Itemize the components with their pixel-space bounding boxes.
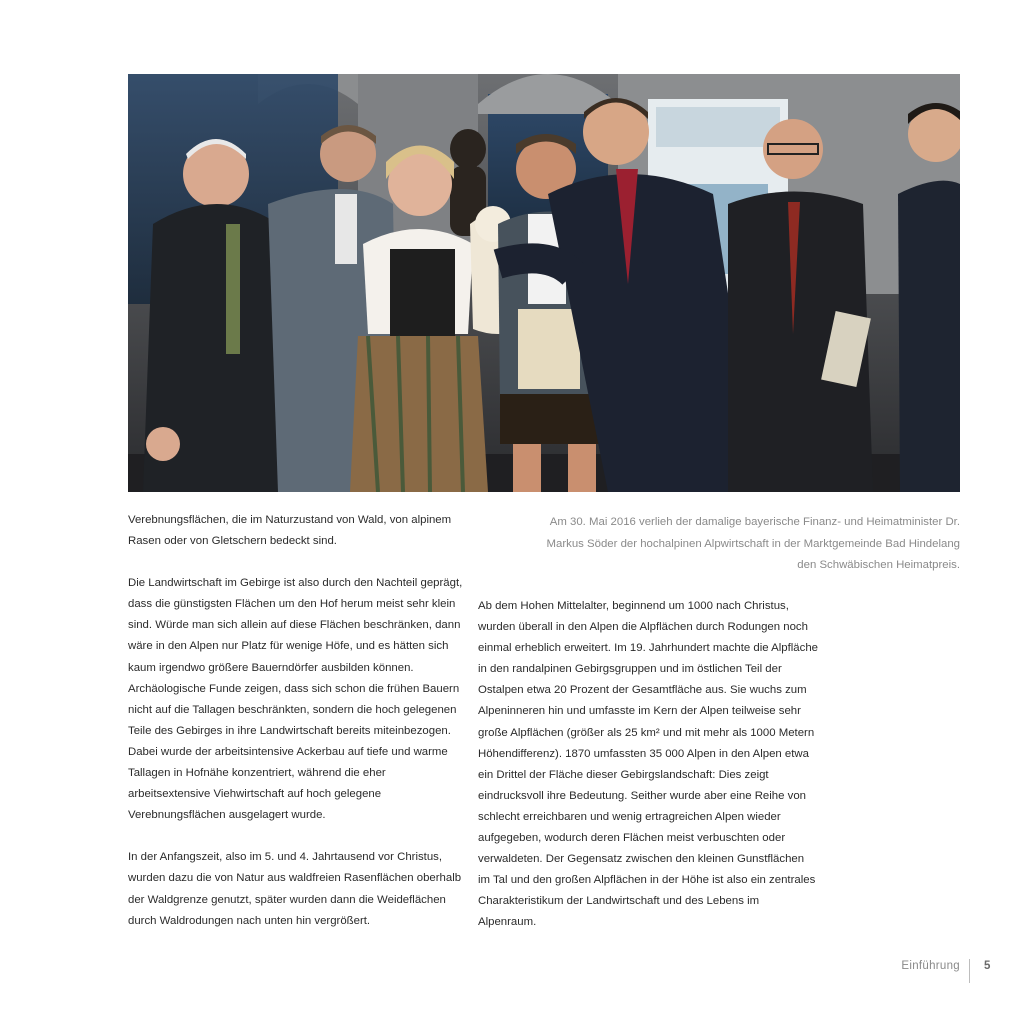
section-label: Einführung <box>901 960 960 972</box>
paragraph: Verebnungsflächen, die im Naturzustand von Wald, von alpinem Rasen oder von Gletschern bedeckt sind. <box>128 514 452 548</box>
award-photo-illustration <box>128 74 960 492</box>
text-column-left <box>128 510 466 932</box>
photo-caption: Am 30. Mai 2016 verlieh der damalige bayerische Finanz- und Heimatminister Dr. Markus Söder der hochalpinen Alpwirtschaft in der Marktgemeinde Bad Hindelang den Schwäbischen Heimatpreis. <box>546 516 960 571</box>
paragraph: In der Anfangszeit, also im 5. und 4. Jahrtausend vor Christus, wurden dazu die von Natur aus waldfreien Rasenflächen oberhalb der Waldgrenze genutzt, später wurden dann die Weideflächen durch Waldrodungen nach unten hin vergrößert. <box>128 851 462 927</box>
award-photo <box>128 74 960 492</box>
footer-divider <box>969 959 970 983</box>
paragraph: Ab dem Hohen Mittelalter, beginnend um 1000 nach Christus, wurden überall in den Alpen die Alpflächen durch Rodungen noch einmal erheblich erweitert. Im 19. Jahrhundert machte die Alpfläche in den randalpinen Gebirgsgruppen und im östlichen Teil der Ostalpen etwa 20 Prozent der Gesamtfläche aus. Sie wuchs zum Alpeninneren hin und umfasste im Kern der Alpen teilweise sehr große Alpflächen (größer als 25 km² und mit mehr als 1000 Metern Höhendifferenz). 1870 umfassten 35 000 Alpen in den Alpen etwa ein Drittel der Fläche dieser Gebirgslandschaft: Dies zeigt eindrucksvoll ihre Bedeutung. Seither wurde aber eine Reihe von schlecht erreichbaren und wenig ertragreichen Alpen wieder aufgegeben, wodurch deren Flächen meist verbuschten oder verwaldeten. Der Gegensatz zwischen den kleinen Gunstflächen im Tal und den großen Alpflächen in der Höhe ist also ein zentrales Charakteristikum der Landwirtschaft und des Lebens im Alpenraum. <box>478 600 819 929</box>
paragraph: Die Landwirtschaft im Gebirge ist also durch den Nachteil geprägt, dass die günstigsten Flächen um den Hof herum meist sehr klein sind. Würde man sich allein auf diese Flächen beschränken, dann wäre in den Alpen nur Platz für wenige Höfe, und es hätten sich kaum irgendwo größere Bauerndörfer ausbilden können. Archäologische Funde zeigen, dass sich schon die frühen Bauern nicht auf die Tallagen beschränkten, sondern die hoch gelegenen Teile des Gebirges in ihre Landwirtschaft bereits miteinbezogen. Dabei wurde der arbeitsintensive Ackerbau auf tiefe und warme Tallagen in Hofnähe konzentriert, während die eher arbeitsextensive Viehwirtschaft auf hoch gelegene Verebnungsflächen ausgelagert wurde. <box>128 577 463 822</box>
text-column-middle <box>478 596 818 934</box>
page-number: 5 <box>984 960 991 972</box>
